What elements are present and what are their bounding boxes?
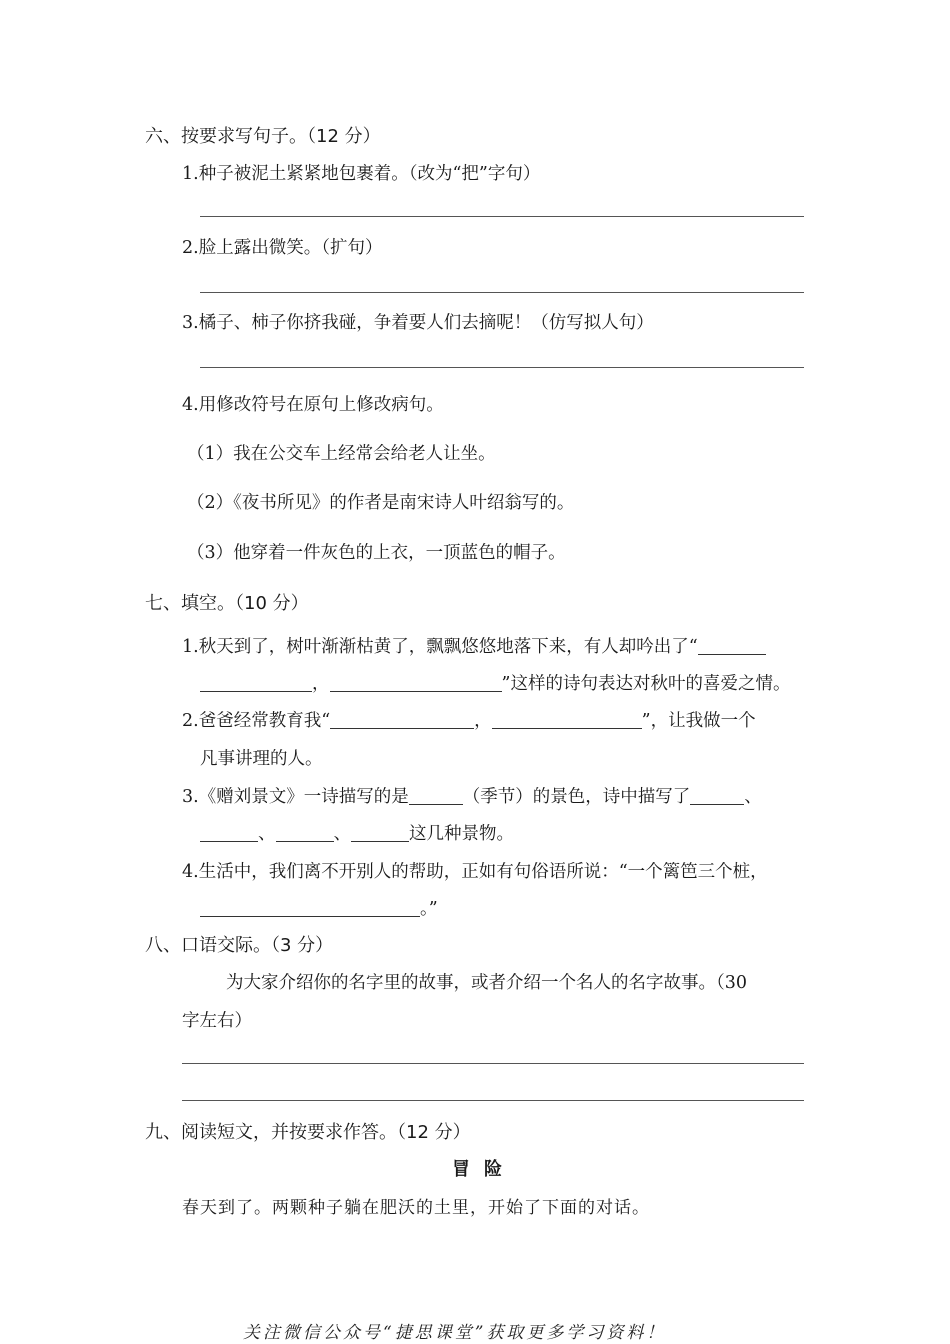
section-9-heading: 九、阅读短文，并按要求作答。（12 分） <box>145 1122 471 1143</box>
s7-question-3-line-1 <box>182 783 762 808</box>
fill-blank[interactable] <box>492 710 642 729</box>
fill-blank[interactable] <box>330 710 474 729</box>
footer-promo-text: 关注微信公众号“捷思课堂”获取更多学习资料！ <box>243 1323 667 1343</box>
section-7-heading: 七、填空。（10 分） <box>145 593 309 614</box>
story-paragraph: 春天到了。两颗种子躺在肥沃的土里，开始了下面的对话。 <box>182 1198 650 1218</box>
comma: ， <box>474 711 492 731</box>
fill-blank[interactable] <box>200 823 258 842</box>
fill-blank[interactable] <box>690 786 744 805</box>
s8-prompt-line-2: 字左右） <box>182 1011 252 1031</box>
s7-q3-sep: 、 <box>744 787 762 807</box>
fill-blank[interactable] <box>276 823 334 842</box>
answer-line[interactable] <box>200 216 804 217</box>
section-6-heading: 六、按要求写句子。（12 分） <box>145 126 381 147</box>
answer-line[interactable] <box>182 1100 804 1101</box>
s7-q3-text: 3.《赠刘景文》一诗描写的是 <box>182 787 409 807</box>
story-title: 冒险 <box>452 1159 516 1180</box>
s6-question-3: 3.橘子、柿子你挤我碰，争着要人们去摘呢！（仿写拟人句） <box>182 313 654 333</box>
s7-q3-sep: 、 <box>258 824 276 844</box>
s7-question-2-line-1 <box>182 707 756 732</box>
s7-q2-text: 2.爸爸经常教育我“ <box>182 711 331 731</box>
s7-q2-tail: ”，让我做一个 <box>641 711 756 731</box>
s7-question-1-line-1 <box>182 633 766 658</box>
fill-blank[interactable] <box>330 673 502 692</box>
fill-blank[interactable] <box>200 673 312 692</box>
s7-question-2-line-2: 凡事讲理的人。 <box>200 749 323 769</box>
s6-question-2: 2.脸上露出微笑。（扩句） <box>182 238 383 258</box>
s7-q3-mid: （季节）的景色，诗中描写了 <box>462 787 691 807</box>
answer-line[interactable] <box>200 292 804 293</box>
s7-question-4-line-1: 4.生活中，我们离不开别人的帮助，正如有句俗语所说：“一个篱笆三个桩， <box>182 862 768 882</box>
s7-q4-tail: 。” <box>420 899 438 919</box>
answer-line[interactable] <box>182 1063 804 1064</box>
s7-q3-tail: 这几种景物。 <box>409 824 514 844</box>
fill-blank[interactable] <box>200 898 420 917</box>
fill-blank[interactable] <box>351 823 409 842</box>
s7-q1-tail: ”这样的诗句表达对秋叶的喜爱之情。 <box>501 674 791 694</box>
s6-question-4-item-2: （2）《夜书所见》的作者是南宋诗人叶绍翁写的。 <box>187 493 575 513</box>
s7-question-4-line-2 <box>200 895 438 920</box>
s6-question-4-item-3: （3）他穿着一件灰色的上衣，一顶蓝色的帽子。 <box>187 543 566 563</box>
s7-q3-sep: 、 <box>333 824 351 844</box>
s7-question-3-line-2 <box>200 820 514 845</box>
s7-question-1-line-2 <box>200 670 790 695</box>
fill-blank[interactable] <box>698 636 766 655</box>
answer-line[interactable] <box>200 367 804 368</box>
s7-q1-text: 1.秋天到了，树叶渐渐枯黄了，飘飘悠悠地落下来，有人却吟出了“ <box>182 637 698 657</box>
s6-question-4: 4.用修改符号在原句上修改病句。 <box>182 395 444 415</box>
fill-blank[interactable] <box>409 786 463 805</box>
section-8-heading: 八、口语交际。（3 分） <box>145 935 334 956</box>
comma: ， <box>312 674 330 694</box>
s8-prompt-line-1: 为大家介绍你的名字里的故事，或者介绍一个名人的名字故事。（30 <box>226 973 748 993</box>
s6-question-1: 1.种子被泥土紧紧地包裹着。（改为“把”字句） <box>182 164 541 184</box>
s6-question-4-item-1: （1）我在公交车上经常会给老人让坐。 <box>187 444 496 464</box>
